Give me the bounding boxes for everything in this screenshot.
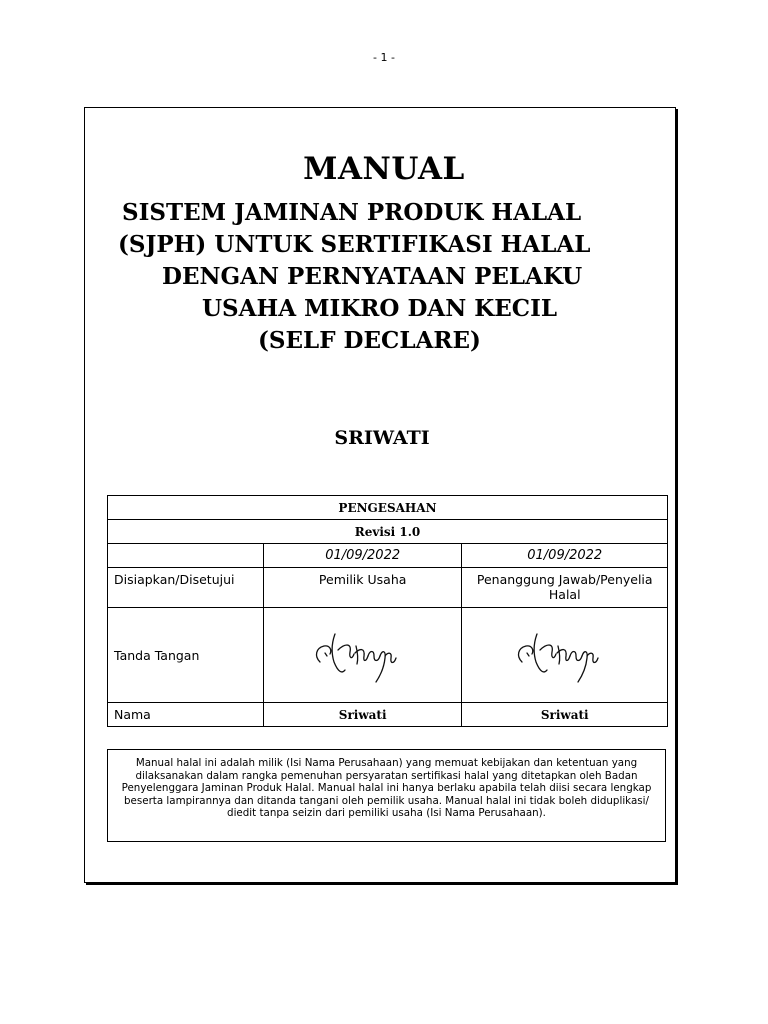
role-supervisor: Penanggung Jawab/Penyelia Halal — [462, 568, 668, 608]
subtitle-line-4: USAHA MIKRO DAN KECIL — [202, 295, 558, 322]
signature-supervisor — [462, 608, 668, 703]
subtitle-line-3: DENGAN PERNYATAAN PELAKU — [162, 263, 583, 290]
signature-image — [308, 620, 418, 690]
signature-owner — [263, 608, 462, 703]
date-supervisor: 01/09/2022 — [462, 544, 668, 568]
subtitle-line-5: (SELF DECLARE) — [258, 327, 481, 354]
signature-image — [510, 620, 620, 690]
subtitle-line-2: (SJPH) UNTUK SERTIFIKASI HALAL — [118, 231, 591, 258]
date-owner: 01/09/2022 — [263, 544, 462, 568]
name-owner: Sriwati — [263, 703, 462, 727]
empty-cell — [108, 544, 264, 568]
role-owner: Pemilik Usaha — [263, 568, 462, 608]
subtitle-line-1: SISTEM JAMINAN PRODUK HALAL — [122, 199, 582, 226]
name-label: Nama — [108, 703, 264, 727]
signature-label: Tanda Tangan — [108, 608, 264, 703]
name-supervisor: Sriwati — [462, 703, 668, 727]
page-number: - 1 - — [373, 51, 395, 64]
revision-label: Revisi 1.0 — [108, 520, 668, 544]
ownership-notice: Manual halal ini adalah milik (Isi Nama Perusahaan) yang memuat kebijakan dan ketentuan yang dilaksanakan dalam rangka pemenuhan persyaratan sertifikasi halal yang ditetapkan oleh Badan Penyelenggara Jaminan Produk Halal. Manual halal ini hanya berlaku apabila telah diisi secara lengkap beserta lampirannya dan ditanda tangani oleh pemilik usaha. Manual halal ini tidak boleh diduplikasi/ diedit tanpa seizin dari pemiliki usaha (Isi Nama Perusahaan). — [107, 749, 666, 842]
approval-table — [107, 495, 668, 727]
approval-header: PENGESAHAN — [108, 496, 668, 520]
prepared-label: Disiapkan/Disetujui — [108, 568, 264, 608]
company-name: SRIWATI — [334, 427, 430, 449]
document-title: MANUAL — [303, 151, 465, 187]
